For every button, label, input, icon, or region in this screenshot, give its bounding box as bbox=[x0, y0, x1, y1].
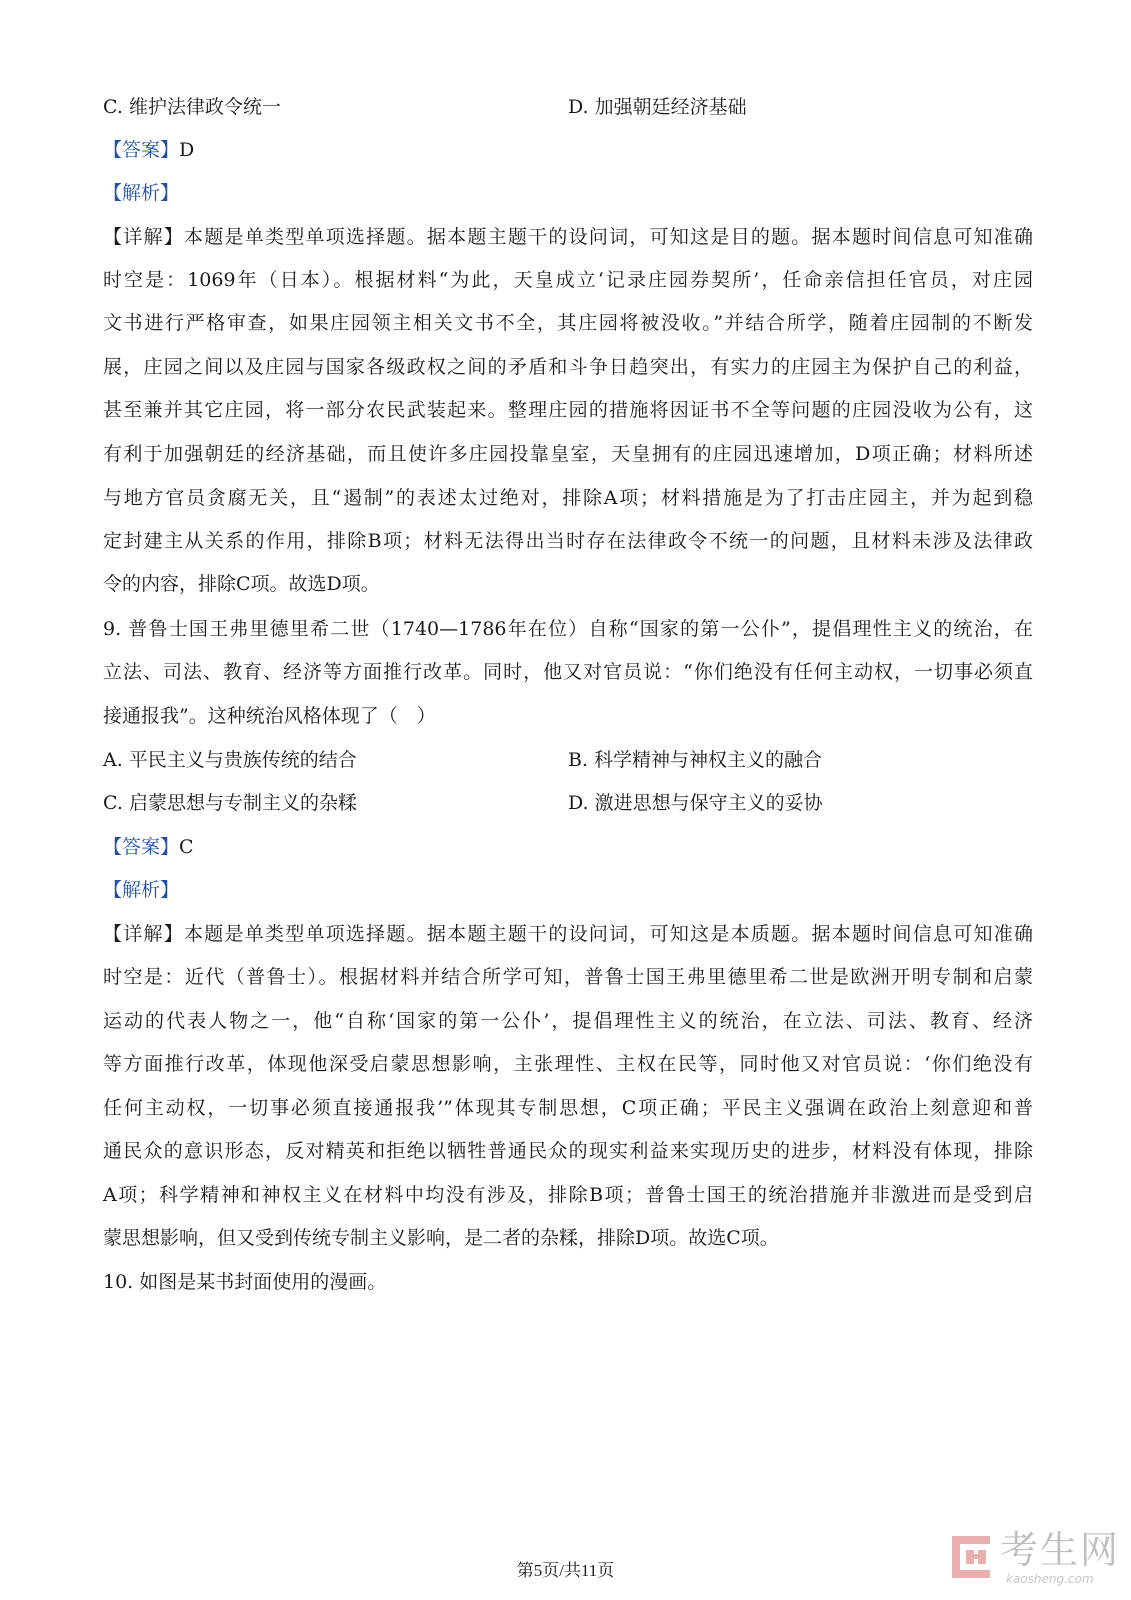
q8-detail-line: 有利于加强朝廷的经济基础，而且使许多庄园投靠皇室，天皇拥有的庄园迅速增加，D项正确；材料所述 bbox=[103, 443, 1033, 465]
q8-detail-line: 展，庄园之间以及庄园与国家各级政权之间的矛盾和斗争日趋突出，有实力的庄园主为保护自己的利益， bbox=[103, 356, 1033, 378]
watermark-logo bbox=[950, 1528, 1120, 1590]
q9-detail-line: 任何主动权，一切事必须直接通报我’”体现其专制思想，C项正确；平民主义强调在政治上刻意迎和普 bbox=[103, 1097, 1033, 1119]
q9-option-a: A. 平民主义与贵族传统的结合 bbox=[103, 749, 357, 771]
q9-detail-line: 【详解】本题是单类型单项选择题。据本题主题干的设问词，可知这是本质题。据本题时间信息可知准确 bbox=[103, 923, 1033, 945]
answer-tag: 【答案】 bbox=[103, 139, 180, 161]
q9-stem-line: 立法、司法、教育、经济等方面推行改革。同时，他又对官员说：“你们绝没有任何主动权，一切事必须直 bbox=[103, 661, 1033, 683]
q8-detail-line: 令的内容，排除C项。故选D项。 bbox=[103, 573, 380, 595]
q9-analysis-tag: 【解析】 bbox=[103, 879, 180, 901]
q9-detail-line: 通民众的意识形态，反对精英和拒绝以牺牲普通民众的现实利益来实现历史的进步，材料没有体现，排除 bbox=[103, 1140, 1033, 1162]
q10-stem: 10. 如图是某书封面使用的漫画。 bbox=[103, 1271, 387, 1293]
q9-option-d: D. 激进思想与保守主义的妥协 bbox=[568, 792, 823, 814]
q8-detail-line: 时空是：1069年（日本）。根据材料“为此，天皇成立‘记录庄园券契所’，任命亲信担任官员，对庄园 bbox=[103, 269, 1033, 291]
answer-value: D bbox=[179, 139, 195, 161]
answer-tag: 【答案】 bbox=[103, 836, 180, 858]
q9-option-c: C. 启蒙思想与专制主义的杂糅 bbox=[103, 792, 357, 814]
q9-detail-line: 等方面推行改革，体现他深受启蒙思想影响，主张理性、主权在民等，同时他又对官员说：‘你们绝没有 bbox=[103, 1053, 1033, 1075]
q8-detail-line: 文书进行严格审查，如果庄园领主相关文书不全，其庄园将被没收。”并结合所学，随着庄园制的不断发 bbox=[103, 312, 1033, 334]
q8-analysis-tag: 【解析】 bbox=[103, 182, 180, 204]
q9-detail-line: 蒙思想影响，但又受到传统专制主义影响，是二者的杂糅，排除D项。故选C项。 bbox=[103, 1227, 779, 1249]
q9-stem-line: 接通报我”。这种统治风格体现了（ ） bbox=[103, 705, 436, 727]
q9-stem-line: 9. 普鲁士国王弗里德里希二世（1740—1786年在位）自称“国家的第一公仆”，提倡理性主义的统治，在 bbox=[103, 618, 1033, 640]
q8-detail-line: 定封建主从关系的作用，排除B项；材料无法得出当时存在法律政令不统一的问题，且材料未涉及法律政 bbox=[103, 530, 1033, 552]
q9-detail-line: 运动的代表人物之一，他“自称‘国家的第一公仆’，提倡理性主义的统治，在立法、司法、教育、经济 bbox=[103, 1010, 1033, 1032]
q8-option-c: C. 维护法律政令统一 bbox=[103, 96, 281, 118]
q8-answer bbox=[103, 137, 194, 163]
q8-detail-line: 与地方官员贪腐无关，且“遏制”的表述太过绝对，排除A项；材料措施是为了打击庄园主，并为起到稳 bbox=[103, 487, 1033, 509]
q9-detail-line: 时空是：近代（普鲁士）。根据材料并结合所学可知，普鲁士国王弗里德里希二世是欧洲开明专制和启蒙 bbox=[103, 966, 1033, 988]
q9-detail-line: A项；科学精神和神权主义在材料中均没有涉及，排除B项；普鲁士国王的统治措施并非激进而是受到启 bbox=[103, 1184, 1033, 1206]
watermark-mark-icon bbox=[950, 1532, 994, 1582]
watermark-name-en: kaosheng.com bbox=[1006, 1572, 1094, 1586]
q9-option-b: B. 科学精神与神权主义的融合 bbox=[568, 749, 823, 771]
q9-answer bbox=[103, 834, 194, 860]
page-number: 第5页/共11页 bbox=[516, 1561, 615, 1580]
q8-detail-line: 【详解】本题是单类型单项选择题。据本题主题干的设问词，可知这是目的题。据本题时间信息可知准确 bbox=[103, 226, 1033, 248]
q8-option-d: D. 加强朝廷经济基础 bbox=[568, 96, 747, 118]
watermark-name-cn: 考生网 bbox=[1000, 1528, 1121, 1572]
answer-value: C bbox=[179, 836, 194, 858]
q8-detail-line: 甚至兼并其它庄园，将一部分农民武装起来。整理庄园的措施将因证书不全等问题的庄园没收为公有，这 bbox=[103, 399, 1033, 421]
